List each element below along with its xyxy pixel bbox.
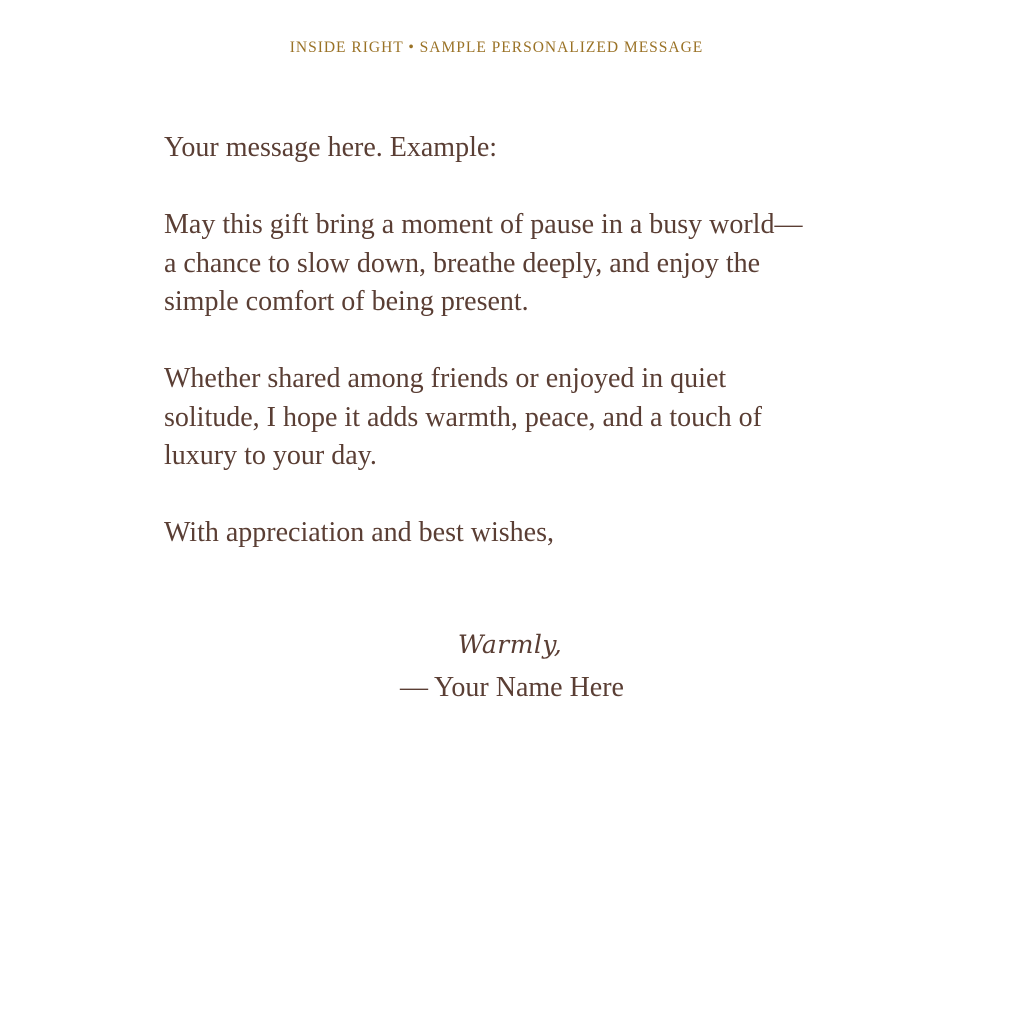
message-body (164, 129, 884, 591)
message-intro: Your message here. Example: (164, 132, 498, 163)
message-paragraph-1-line-2: a chance to slow down, breathe deeply, and enjoy the (164, 247, 761, 279)
message-paragraph-2 (164, 360, 884, 476)
page-eyebrow-label: INSIDE RIGHT • SAMPLE PERSONALIZED MESSAGE (289, 39, 704, 56)
message-paragraph-2-line-3: luxury to your day. (164, 440, 377, 471)
signature-name: — Your Name Here (400, 672, 624, 703)
message-closing: With appreciation and best wishes, (164, 517, 554, 548)
message-paragraph-1 (164, 206, 884, 322)
message-paragraph-2-line-2: solitude, I hope it adds warmth, peace, and a touch of (164, 401, 762, 433)
signature-salutation: Warmly, (457, 630, 563, 659)
message-paragraph-1-line-3: simple comfort of being present. (164, 286, 529, 317)
message-paragraph-1-line-1: May this gift bring a moment of pause in a busy world— (164, 209, 803, 240)
message-paragraph-2-line-1: Whether shared among friends or enjoyed in quiet (164, 363, 727, 394)
